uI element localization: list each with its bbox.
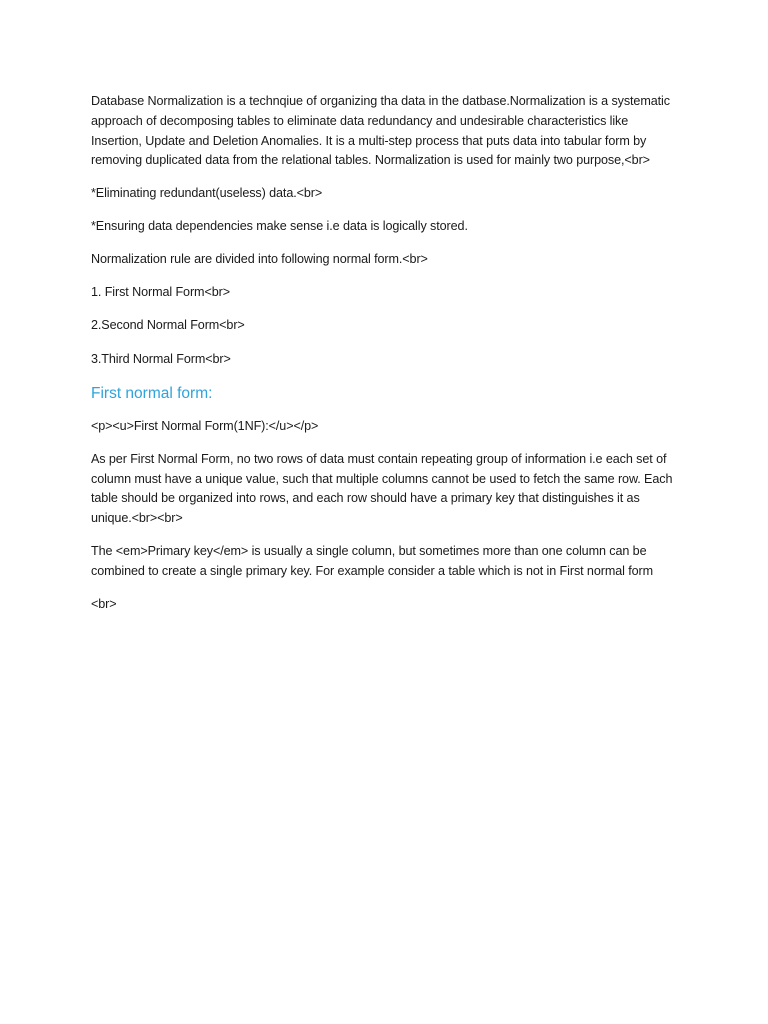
normal-form-item-1: 1. First Normal Form<br> [91, 284, 230, 299]
paragraph-1nf: As per First Normal Form, no two rows of data must contain repeating group of information i.e each set of column must have a unique value, such that multiple columns cannot be used to fetch the same row. Each table should be organized into rows, and each row should have a primary key that distinguishes it as unique.<br><br> [91, 451, 673, 526]
rules-intro: Normalization rule are divided into following normal form.<br> [91, 251, 428, 266]
intro-paragraph: Database Normalization is a technqiue of organizing tha data in the datbase.Normalization is a systematic approach of decomposing tables to eliminate data redundancy and undesirable characteristics like Insertion, Update and Deletion Anomalies. It is a multi-step process that puts data into tabular form by removing duplicated data from the relational tables. Normalization is used for mainly two purpose,<br> [91, 94, 670, 168]
normal-form-item-3: 3.Third Normal Form<br> [91, 352, 231, 367]
tag-line-1nf: <p><u>First Normal Form(1NF):</u></p> [91, 418, 319, 433]
purpose-item-1: *Eliminating redundant(useless) data.<br> [91, 186, 323, 201]
section-heading-1nf: First normal form: [91, 384, 213, 402]
normal-form-item-2: 2.Second Normal Form<br> [91, 318, 245, 333]
paragraph-primary-key: The <em>Primary key</em> is usually a single column, but sometimes more than one column can be combined to create a single primary key. For example consider a table which is not in First normal form [91, 543, 654, 578]
purpose-item-2: *Ensuring data dependencies make sense i.e data is logically stored. [91, 218, 468, 233]
trailing-br-text: <br> [91, 596, 117, 611]
